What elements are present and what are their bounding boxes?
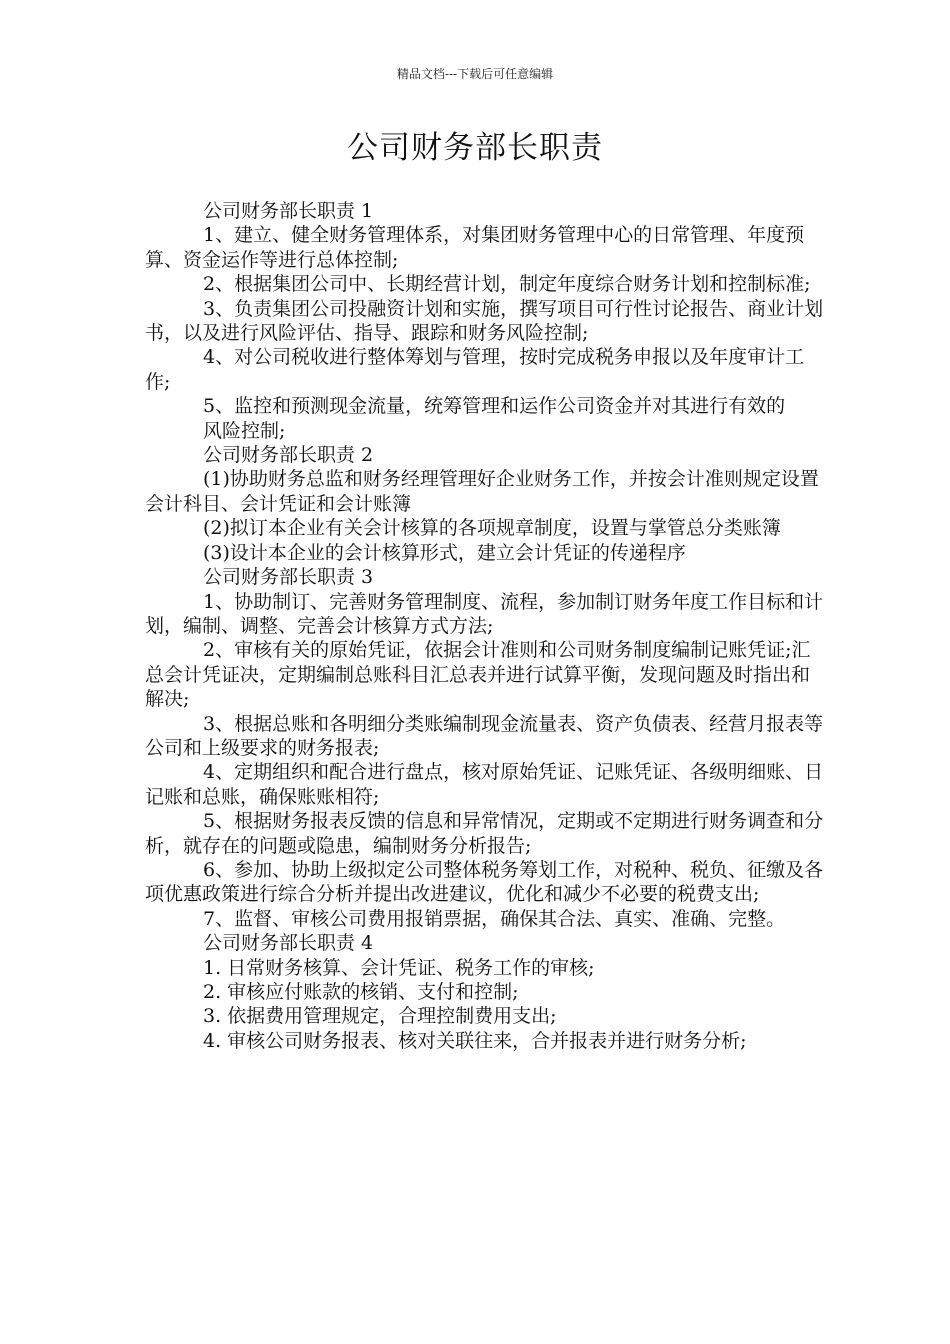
section-1 <box>145 199 825 443</box>
paragraph: 1、协助制订、完善财务管理制度、流程，参加制订财务年度工作目标和计划，编制、调整、完善会计核算方式方法; <box>145 590 824 637</box>
section-4 <box>145 931 825 1053</box>
paragraph: 风险控制; <box>203 419 286 442</box>
document-body <box>145 199 825 1053</box>
paragraph: 5、根据财务报表反馈的信息和异常情况，定期或不定期进行财务调查和分析，就存在的问题或隐患，编制财务分析报告; <box>145 810 824 857</box>
paragraph: (2)拟订本企业有关会计核算的各项规章制度，设置与掌管总分类账簿 <box>203 517 781 540</box>
paragraph: 2. 审核应付账款的核销、支付和控制; <box>203 981 519 1003</box>
paragraph: 2、审核有关的原始凭证，依据会计准则和公司财务制度编制记账凭证;汇总会计凭证决，定期编制总账科目汇总表并进行试算平衡，发现问题及时指出和解决; <box>145 639 811 711</box>
paragraph: (1)协助财务总监和财务经理管理好企业财务工作，并按会计准则规定设置会计科目、会计凭证和会计账簿 <box>145 468 819 515</box>
section-2 <box>145 443 825 565</box>
paragraph: 7、监督、审核公司费用报销票据，确保其合法、真实、准确、完整。 <box>203 907 786 930</box>
section-heading: 公司财务部长职责 3 <box>203 566 374 589</box>
section-heading: 公司财务部长职责 4 <box>203 932 374 955</box>
paragraph: 1. 日常财务核算、会计凭证、税务工作的审核; <box>203 956 595 979</box>
paragraph: 4. 审核公司财务报表、核对关联往来，合并报表并进行财务分析; <box>203 1029 747 1052</box>
page-header: 精品文档---下载后可任意编辑 <box>396 67 554 81</box>
paragraph: (3)设计本企业的会计核算形式，建立会计凭证的传递程序 <box>203 541 686 564</box>
section-heading: 公司财务部长职责 1 <box>203 200 374 222</box>
section-3 <box>145 565 825 931</box>
document-title: 公司财务部长职责 <box>347 130 603 166</box>
paragraph: 5、监控和预测现金流量，统筹管理和运作公司资金并对其进行有效的 <box>203 395 786 418</box>
paragraph: 2、根据集团公司中、长期经营计划，制定年度综合财务计划和控制标准; <box>203 273 811 296</box>
paragraph: 6、参加、协助上级拟定公司整体税务筹划工作，对税种、税负、征缴及各项优惠政策进行综合分析并提出改进建议，优化和减少不必要的税费支出; <box>145 858 824 906</box>
paragraph: 3、负责集团公司投融资计划和实施，撰写项目可行性讨论报告、商业计划书，以及进行风险评估、指导、跟踪和财务风险控制; <box>145 297 824 345</box>
paragraph: 1、建立、健全财务管理体系，对集团财务管理中心的日常管理、年度预算、资金运作等进行总体控制; <box>145 224 805 271</box>
section-heading: 公司财务部长职责 2 <box>203 444 374 467</box>
paragraph: 3、根据总账和各明细分类账编制现金流量表、资产负债表、经营月报表等公司和上级要求的财务报表; <box>145 712 824 759</box>
paragraph: 4、定期组织和配合进行盘点，核对原始凭证、记账凭证、各级明细账、日记账和总账，确保账账相符; <box>145 761 824 808</box>
paragraph: 4、对公司税收进行整体筹划与管理，按时完成税务申报以及年度审计工作; <box>145 346 805 393</box>
paragraph: 3. 依据费用管理规定，合理控制费用支出; <box>203 1005 557 1028</box>
